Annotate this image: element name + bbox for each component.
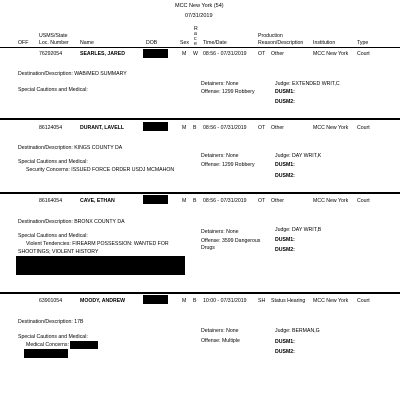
record-usms: 86164054 [39,198,63,204]
record-type: Court [357,51,370,57]
record-offense-cont: Drugs [201,245,215,251]
medical-redaction-2 [24,349,68,358]
col-race-c: c [194,36,197,42]
record-detainers: Detainers: None [201,153,239,159]
record-reason-code: OT [258,198,266,204]
record-time-date: 10:00 - 07/31/2019 [203,298,247,304]
record-divider [0,292,400,294]
record-detainers: Detainers: None [201,328,239,334]
record-institution: MCC New York [313,298,349,304]
col-production-2: Reason/Description [258,40,304,46]
record-destination: Destination/Description: WAB/MED SUMMARY [18,71,127,77]
col-usms-1: USMS/State [39,33,68,39]
record-race: B [193,198,197,204]
record-offense: Offense: 1299 Robbery [201,89,255,95]
record-name: MOODY, ANDREW [80,298,126,304]
record-judge: Judge: DAY WRIT,B [275,227,322,233]
dob-redaction [143,295,168,304]
col-usms-2: Loc. Number [39,40,69,46]
report-date: 07/31/2019 [185,13,213,19]
record-sex: M [182,298,187,304]
record-race: B [193,298,197,304]
record-offense: Offense: 3599 Dangerous [201,238,261,244]
col-dob: DOB [146,40,158,46]
record-type: Court [357,198,370,204]
record-race: W [193,51,198,57]
record-divider [0,118,400,120]
medical-redaction [70,341,98,349]
record-dusm2: DUSM2: [275,349,295,355]
record-reason-desc: Other [271,125,284,131]
record-offense: Offense: Multiple [201,338,240,344]
record-caution-line: Security Concerns: ISSUED FORCE ORDER USDJ MCMAHON [26,167,175,173]
record-destination: Destination/Description: 17B [18,319,84,325]
header-divider [0,47,400,48]
record-name: CAVE, ETHAN [80,198,115,204]
record-reason-code: OT [258,125,266,131]
record-reason-code: OT [258,51,266,57]
record-dusm2: DUSM2: [275,247,295,253]
record-time-date: 08:56 - 07/31/2019 [203,125,247,131]
record-time-date: 08:56 - 07/31/2019 [203,51,247,57]
record-sex: M [182,51,187,57]
record-offense: Offense: 1299 Robbery [201,162,255,168]
record-cautions-label: Special Cautions and Medical: [18,87,88,93]
record-reason-desc: Other [271,198,284,204]
record-institution: MCC New York [313,198,349,204]
record-institution: MCC New York [313,125,349,131]
record-type: Court [357,125,370,131]
record-cautions-label: Special Cautions and Medical: [18,334,88,340]
record-dusm1: DUSM1: [275,89,295,95]
col-institution: Institution [313,40,336,46]
col-race-r: R [194,26,198,32]
col-race-a: a [194,31,197,37]
record-cautions-label: Special Cautions and Medical: [18,159,88,165]
col-time-date: Time/Date [203,40,227,46]
record-dusm1: DUSM1: [275,162,295,168]
dob-redaction [143,49,168,58]
record-divider [0,192,400,194]
record-sex: M [182,125,187,131]
record-dusm2: DUSM2: [275,99,295,105]
record-judge: Judge: BERMAN,G [275,328,320,334]
record-detainers: Detainers: None [201,229,239,235]
caution-redaction [16,256,185,275]
record-time-date: 08:56 - 07/31/2019 [203,198,247,204]
record-sex: M [182,198,187,204]
record-usms: 86124054 [39,125,63,131]
record-judge: Judge: DAY WRIT,K [275,153,322,159]
record-destination: Destination/Description: KINGS COUNTY DA [18,145,123,151]
record-reason-desc: Other [271,51,284,57]
record-caution-line: Medical Concerns: [26,342,69,348]
col-off: OFF [18,40,29,46]
record-caution-line-cont: SHOOTINGS; VIOLENT HISTORY [18,249,99,255]
col-race-e: e [194,41,197,47]
facility-title: MCC New York (54) [175,3,224,9]
record-usms: 63901054 [39,298,63,304]
record-dusm2: DUSM2: [275,173,295,179]
dob-redaction [143,122,168,131]
record-type: Court [357,298,370,304]
dob-redaction [143,195,168,204]
record-reason-desc: Status Hearing [271,298,306,304]
record-race: B [193,125,197,131]
col-sex: Sex [180,40,189,46]
record-detainers: Detainers: None [201,81,239,87]
record-name: DURANT, LAVELL [80,125,124,131]
record-dusm1: DUSM1: [275,339,295,345]
record-usms: 76292054 [39,51,63,57]
col-name: Name [80,40,94,46]
record-cautions-label: Special Cautions and Medical: [18,233,88,239]
record-reason-code: SH [258,298,266,304]
record-destination: Destination/Description: BRONX COUNTY DA [18,219,125,225]
record-institution: MCC New York [313,51,349,57]
record-dusm1: DUSM1: [275,237,295,243]
record-caution-line: Violent Tendencies: FIREARM POSSESSION: WANTED FOR [26,241,169,247]
record-judge: Judge: EXTENDED WRIT,C [275,81,340,87]
col-type: Type [357,40,369,46]
col-production-1: Production [258,33,283,39]
record-name: SEARLES, JARED [80,51,125,57]
